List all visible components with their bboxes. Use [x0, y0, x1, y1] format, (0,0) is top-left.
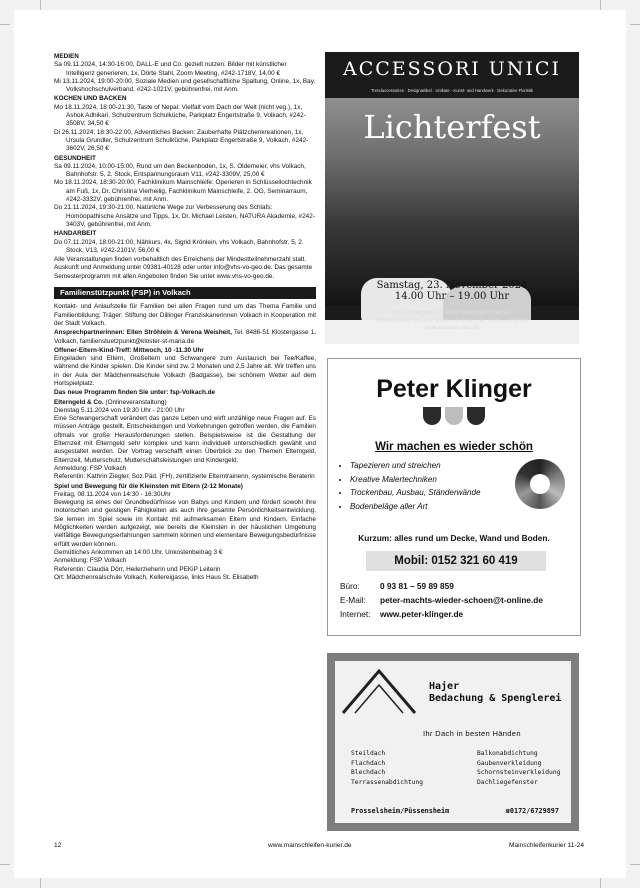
fsp-contact-details: Tel. 8486-51 Klostergasse 1, Volkach, familienstuetzpunkt@kloster-st-maria.de — [54, 329, 317, 345]
email-row — [340, 593, 543, 607]
course-item: Mo 18.11.2024, 18:00-21:30, Taste of Nepal: Vielfalt vom Dach der Welt (nicht veg.), 1x, Ashok Adhikari, Schulzentrum Schulküche, Parkplatz Engertstraße 9, Volkach, #242-3508V, 34,50 € — [54, 103, 306, 128]
hajer-services-left — [351, 749, 423, 787]
elterngeld-title-sub: (Onlineveranstaltung) — [103, 398, 167, 406]
service-item: • Bodenbeläge aller Art — [350, 500, 480, 514]
page-number: 12 — [54, 842, 62, 849]
crop-mark — [40, 878, 41, 888]
event-time: 14.00 Uhr – 19.00 Uhr — [394, 291, 510, 302]
spiel-registration: Anmeldung: FSP Volkach — [54, 557, 127, 565]
accessori-tagline: Trendaccessoires · Designartikel · Unikate · Kunst- und Handwerk · Dekorative Floristik — [370, 88, 534, 93]
office-label: Büro: — [340, 581, 360, 591]
shield-icon — [467, 407, 485, 425]
spiel-date: Freitag, 08.11.2024 von 14:30 - 16:30Uhr — [54, 490, 171, 498]
section-title: HANDARBEIT — [54, 230, 97, 238]
crop-mark — [630, 24, 640, 25]
hajer-ad-card — [335, 661, 571, 823]
hajer-footer — [351, 807, 559, 815]
hajer-tagline: Ihr Dach in besten Händen — [423, 729, 521, 738]
course-item: Do 07.11.2024, 18:00-21:00, Nähkurs, 4x, Sigrid Krönlein, vhs Volkach, Bahnhofstr. 5, 2. Stock, V13, #242-2101V, 56,00 € — [54, 238, 304, 254]
elterngeld-text: Eine Schwangerschaft verändert das ganze Leben und wirft unzählige neue Fragen auf. Es müssen Anträge gestellt, Entscheidungen und Vorkehrungen getroffen werden, die Familien oftmals vor große Herausforderungen stellen. Beispielsweise ist die Gestaltung der Elternzeit mit Elterngeld sehr komplex und kann individuell unterschiedlich gewählt und ausgestaltet werden. Der Vortrag verschafft einen Überblick zu den Themen Elterngeld, Elternzeit, Mutterschutz, Mutterschaftsleistungen und Kindergeld. — [54, 415, 316, 464]
service-item: Steildach — [351, 750, 386, 757]
office-row — [340, 579, 543, 593]
treff-title: Offener-Eltern-Kind-Treff: Mittwoch, 10 -11.30 Uhr — [54, 346, 204, 354]
spiel-location: Ort: Mädchenrealschule Volkach, Kellereigasse, links Haus St. Elisabeth — [54, 573, 259, 581]
section-title: KOCHEN UND BACKEN — [54, 95, 127, 103]
course-item: Do 21.11.2024, 19:30-21:00, Natürliche Wege zur Verbesserung des Schlafs: Homöopathische Ansätze und Tipps, 1x, Dr. Michael Leisten, NATURA Akademie, #242-3403V, gebührenfrei, mit Anm. — [54, 204, 315, 228]
service-item: • Tapezieren und streichen — [350, 459, 480, 473]
course-item: Mi 13.11.2024, 19:00-20:00, Soziale Medien und gesellschaftliche Spaltung, Online, 1x, Bay. Volkshochschulverband, #242-1021V, gebührenfrei, mit Anm. — [54, 77, 316, 94]
fsp-contact-names: Ansprechpartnerinnen: Ellen Ströhlein & Verena Weisheit, — [54, 329, 232, 337]
registration-note: Alle Veranstaltungen finden vorbehaltlich des Erreichens der Mindestteilnehmerzahl statt. Auskunft und Anmeldung unter 09381-40128 oder unter info@vhs-vo-geo.de. Das gesamte Semesterprogramm mit allen Angeboten finden Sie unter www.vhs-vo-geo.de. — [54, 256, 313, 280]
office-phone: 0 93 81 – 59 89 859 — [380, 581, 454, 591]
klinger-name: Peter Klinger — [376, 375, 532, 403]
course-item: Sa 09.11.2024, 10:00-15:00, Rund um den Beckenboden, 1x, S. Oldemeier, vhs Volkach, Bahnhofstr. 5, 2. Stock, Entspannungsraum V11, #242-3309V, 25,00 € — [54, 162, 306, 179]
service-item: • Trockenbau, Ausbau, Ständerwände — [350, 486, 480, 500]
service-item: Dachliegefenster — [477, 778, 538, 786]
klinger-slogan: Wir machen es wieder schön — [375, 441, 533, 453]
internet-label: Internet: — [340, 609, 371, 619]
roof-icon — [341, 667, 417, 715]
event-day: Samstag, 23. November 2024 — [376, 280, 528, 291]
service-item: Gaubenverkleidung — [477, 759, 542, 767]
shield-icon — [423, 407, 441, 425]
fsp-section — [54, 303, 316, 582]
shield-icon — [445, 407, 463, 425]
course-item: Sa 09.11.2024, 14:30-16:00, DALL-E und Co. gezielt nutzen. Bilder mit künstlicher Intelligenz generieren, 1x, Dörte Stahl, Zoom Meeting, #242-1718V, 14,00 € — [54, 61, 287, 77]
hajer-subtitle: Bedachung & Spenglerei — [429, 693, 562, 704]
fsp-intro: Kontakt- und Anlaufstelle für Familien bei allen Fragen rund um das Thema Familie und Familienbildung; Träger: Stiftung der Dillinger Franziskanerinnen Volkach in Kooperation mit der Stadt Volkach. — [54, 303, 316, 327]
hajer-location: Prosselsheim/Püssensheim — [351, 807, 450, 815]
service-item: Blechdach — [351, 769, 386, 776]
footer-issue: Mainschleifenkurier 11-24 — [508, 842, 584, 849]
section-title: GESUNDHEIT — [54, 154, 96, 162]
klinger-summary: Kurzum: alles rund um Decke, Wand und Boden. — [358, 533, 550, 543]
crop-mark — [600, 0, 601, 10]
service-item: Schornsteinverkleidung — [477, 769, 561, 776]
hajer-ad — [327, 653, 579, 831]
treff-text: Eingeladen sind Eltern, Großeltern und Schwangere zum Austausch bei Tee/Kaffee, während die Kinder spielen. Die Kinder sind zw. 2 Monaten und 2,5 Jahre alt. Wir treffen uns in der Aula der Mädchenrealschule Volkach (Badgasse), bei schönem Wetter auf dem Hortspielplatz. — [54, 355, 316, 387]
crop-mark — [0, 24, 10, 25]
spiel-title: Spiel und Bewegung für die Kleinsten mit Eltern (2-12 Monate) — [54, 482, 243, 490]
email-label: E-Mail: — [340, 595, 366, 605]
spiel-arrival: Gemütliches Ankommen ab 14:00 Uhr. Unkostenbeitrag 3 € — [54, 548, 223, 556]
peter-klinger-ad — [327, 358, 581, 636]
internet-row — [340, 607, 543, 621]
color-wheel-icon — [515, 459, 565, 509]
section-title: MEDIEN — [54, 53, 79, 60]
elterngeld-speaker: Referentin: Kathrin Ziegler, Soz.Päd. (FH), zertifizierte Elterntrainerin, systemische Beraterin — [54, 473, 315, 481]
spiel-speaker: Referentin: Claudia Dörr, Heilerzieherin und PEKiP Leiterin — [54, 565, 221, 573]
accessori-footer — [325, 310, 579, 333]
shield-logo — [328, 407, 580, 430]
accessori-unici-ad — [325, 52, 579, 344]
service-item: Terrassenabdichtung — [351, 778, 424, 786]
crop-mark — [40, 0, 41, 10]
lichterfest-headline: Lichterfest — [363, 108, 541, 146]
internet-address: www.peter-klinger.de — [380, 609, 464, 619]
elterngeld-registration: Anmeldung: FSP Volkach — [54, 464, 127, 472]
accessori-hours: Öffnungszeiten: Do. & Fr. 13.00 - 18.00 Uhr, Sa. 10.00 - 14.00 Uhr — [375, 317, 529, 324]
klinger-contacts — [340, 579, 543, 621]
elterngeld-date: Dienstag 5.11.2024 von 19:30 Uhr - 21:00 Uhr — [54, 406, 185, 414]
crop-mark — [630, 864, 640, 865]
email-address: peter-machts-wieder-schoen@t-online.de — [380, 595, 543, 605]
klinger-mobile: Mobil: 0152 321 60 419 — [366, 551, 546, 571]
crop-mark — [600, 878, 601, 888]
program-link: Das neue Programm finden Sie unter: fsp-Volkach.de — [54, 389, 216, 397]
accessori-address: Am Scheuergarten 1 · 97337 Dettelbach-Schernau — [393, 310, 511, 316]
fsp-contact — [54, 329, 316, 346]
course-item: Mo 18.11.2024, 18:30-20:00, Fachklinikum Mainschleife: Operieren in Schlüssellochtechnik am Fuß, 1x, Dr. Christina Vierheilig, Fachklinikum Mainschleife, 2. OG, Seminarraum, #242-3332V, gebührenfrei, mit Anm. — [54, 179, 312, 204]
fsp-heading: Familienstützpunkt (FSP) in Volkach — [54, 287, 316, 299]
accessori-brand: ACCESSORI UNICI — [343, 58, 561, 80]
klinger-services — [338, 459, 480, 513]
service-item: Flachdach — [351, 759, 386, 767]
course-item: Di 26.11.2024, 18:30-22:00, Adventliches Backen: Zauberhafte Plätzchenkreationen, 1x, Ursula Grundler, Schulzentrum Schulküche, Parkplatz Engertstraße 9, Volkach, #242-3602V, 26,50 € — [54, 128, 309, 153]
crop-mark — [0, 864, 10, 865]
spiel-text: Bewegung ist eines der Grundbedürfnisse von Babys und Kindern und fördert sowohl ihre motorischen und geistigen Fähigkeiten als auch ihre gesamte Persönlichkeitsentwicklung. Sie lernen im Spiel sowie im Kontakt mit aufmerksamen Eltern und Kindern. Einfache Möglichkeiten werden aufgezeigt, wie bereits die Kleinsten in der häuslichen Umgebung vielfältige Bewegungserfahrungen sammeln können und elementare Bewegungsbedürfnisse erfüllt werden können. — [54, 499, 316, 548]
elterngeld-title-main: Elterngeld & Co. — [54, 398, 104, 406]
service-item: Balkonabdichtung — [477, 750, 538, 757]
hajer-name: Hajer — [429, 681, 460, 692]
elterngeld-title — [54, 399, 316, 407]
service-item: • Kreative Malertechniken — [350, 473, 480, 487]
hajer-phone: ☎0172/6729897 — [505, 807, 559, 815]
hajer-services-right — [477, 749, 560, 787]
event-date — [325, 280, 579, 302]
accessori-web: www.accessori-unici.de — [425, 325, 479, 332]
vhs-course-listing — [54, 52, 316, 582]
page-footer — [54, 842, 584, 849]
footer-website: www.mainschleifen-kurier.de — [268, 842, 352, 849]
